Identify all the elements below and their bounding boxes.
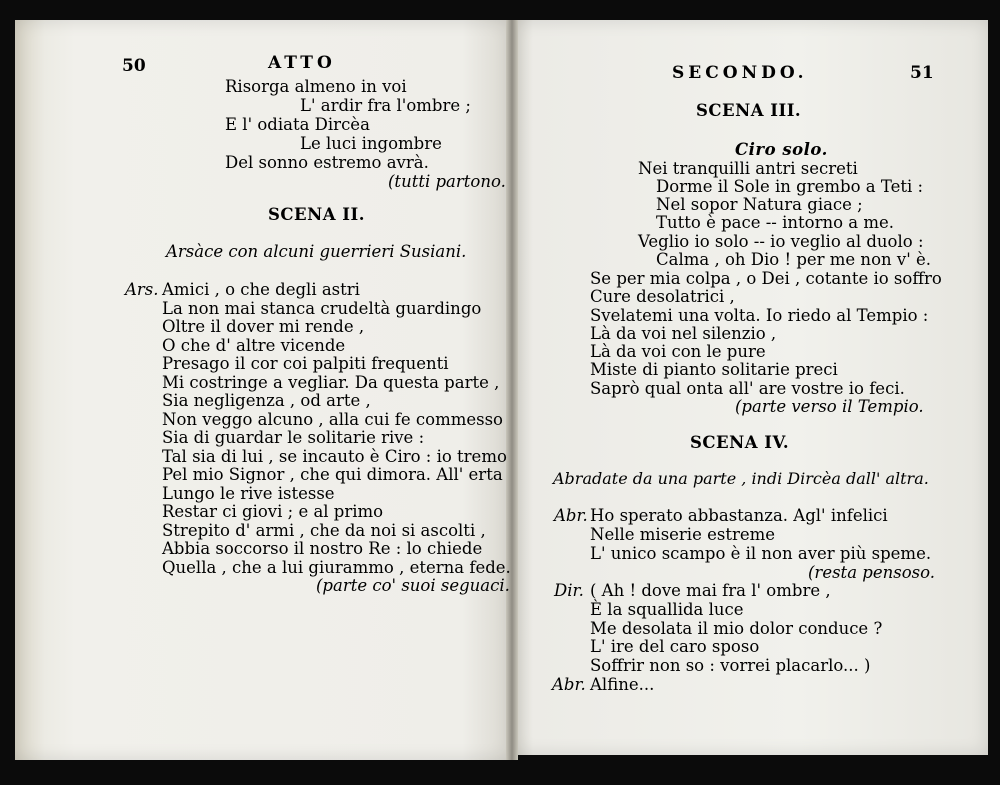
- speaker-label: Abr.: [554, 506, 588, 525]
- verse-line: Risorga almeno in voi: [225, 77, 407, 96]
- verse-line: Là da voi nel silenzio ,: [590, 324, 777, 343]
- verse-line: Tutto è pace -- intorno a me.: [656, 213, 895, 232]
- scene-direction: Abradate da una parte , indi Dircèa dall' altra.: [553, 469, 929, 488]
- verse-line: Presago il cor coi palpiti frequenti: [162, 354, 449, 373]
- verse-line: La non mai stanca crudeltà guardingo: [162, 299, 482, 318]
- speaker-label: Ars.: [125, 280, 159, 299]
- stage-direction: (tutti partono.: [388, 172, 506, 191]
- verse-line: Le luci ingombre: [300, 134, 442, 153]
- verse-line: Ho sperato abbastanza. Agl' infelici: [590, 506, 888, 525]
- speaker-label: Abr.: [552, 675, 586, 694]
- running-head-left: ATTO: [268, 53, 336, 73]
- verse-line: Sia di guardar le solitarie rive :: [162, 428, 425, 447]
- verse-line: Alfine...: [590, 675, 655, 694]
- verse-line: Strepito d' armi , che da noi si ascolti ,: [162, 521, 486, 540]
- verse-line: Oltre il dover mi rende ,: [162, 317, 365, 336]
- book-gutter: [506, 20, 518, 760]
- verse-line: Nei tranquilli antri secreti: [638, 159, 858, 178]
- stage-direction: (parte co' suoi seguaci.: [316, 576, 510, 595]
- verse-line: Lungo le rive istesse: [162, 484, 335, 503]
- verse-line: Calma , oh Dio ! per me non v' è.: [656, 250, 931, 269]
- speaker-label: Dir.: [554, 581, 584, 600]
- verse-line: Se per mia colpa , o Dei , cotante io soffro: [590, 269, 942, 288]
- verse-line: E l' odiata Dircèa: [225, 115, 370, 134]
- running-head-right: SECONDO.: [672, 63, 808, 83]
- verse-line: Soffrir non so : vorrei placarlo... ): [590, 656, 871, 675]
- verse-line: Svelatemi una volta. Io riedo al Tempio :: [590, 306, 929, 325]
- verse-line: Dorme il Sole in grembo a Teti :: [656, 177, 924, 196]
- scene-direction: Ciro solo.: [735, 140, 828, 159]
- verse-line: Quella , che a lui giurammo , eterna fede.: [162, 558, 511, 577]
- verse-line: Sia negligenza , od arte ,: [162, 391, 371, 410]
- scene-direction: Arsàce con alcuni guerrieri Susiani.: [166, 242, 467, 261]
- verse-line: Non veggo alcuno , alla cui fe commesso: [162, 410, 503, 429]
- scene-title: SCENA II.: [268, 205, 365, 224]
- verse-line: Nelle miserie estreme: [590, 525, 776, 544]
- verse-line: ( Ah ! dove mai fra l' ombre ,: [590, 581, 831, 600]
- page-number-right: 51: [910, 63, 934, 83]
- scene-title: SCENA III.: [696, 101, 802, 120]
- verse-line: Saprò qual onta all' are vostre io feci.: [590, 379, 905, 398]
- verse-line: Cure desolatrici ,: [590, 287, 735, 306]
- verse-line: Tal sia di lui , se incauto è Ciro : io tremo: [162, 447, 507, 466]
- verse-line: Amici , o che degli astri: [162, 280, 360, 299]
- verse-line: Nel sopor Natura giace ;: [656, 195, 863, 214]
- page-number-left: 50: [122, 56, 146, 76]
- stage-direction: (resta pensoso.: [808, 563, 935, 582]
- stage-direction: (parte verso il Tempio.: [735, 397, 924, 416]
- verse-line: L' ire del caro sposo: [590, 637, 760, 656]
- verse-line: Abbia soccorso il nostro Re : lo chiede: [162, 539, 483, 558]
- scene-title: SCENA IV.: [690, 433, 790, 452]
- verse-line: Restar ci giovi ; e al primo: [162, 502, 384, 521]
- verse-line: Mi costringe a vegliar. Da questa parte ,: [162, 373, 500, 392]
- verse-line: È la squallida luce: [590, 600, 744, 619]
- verse-line: Veglio io solo -- io veglio al duolo :: [638, 232, 924, 251]
- verse-line: L' unico scampo è il non aver più speme.: [590, 544, 932, 563]
- verse-line: Miste di pianto solitarie preci: [590, 360, 838, 379]
- verse-line: Là da voi con le pure: [590, 342, 766, 361]
- verse-line: Del sonno estremo avrà.: [225, 153, 429, 172]
- verse-line: Pel mio Signor , che qui dimora. All' erta: [162, 465, 503, 484]
- verse-line: Me desolata il mio dolor conduce ?: [590, 619, 883, 638]
- verse-line: O che d' altre vicende: [162, 336, 346, 355]
- verse-line: L' ardir fra l'ombre ;: [300, 96, 471, 115]
